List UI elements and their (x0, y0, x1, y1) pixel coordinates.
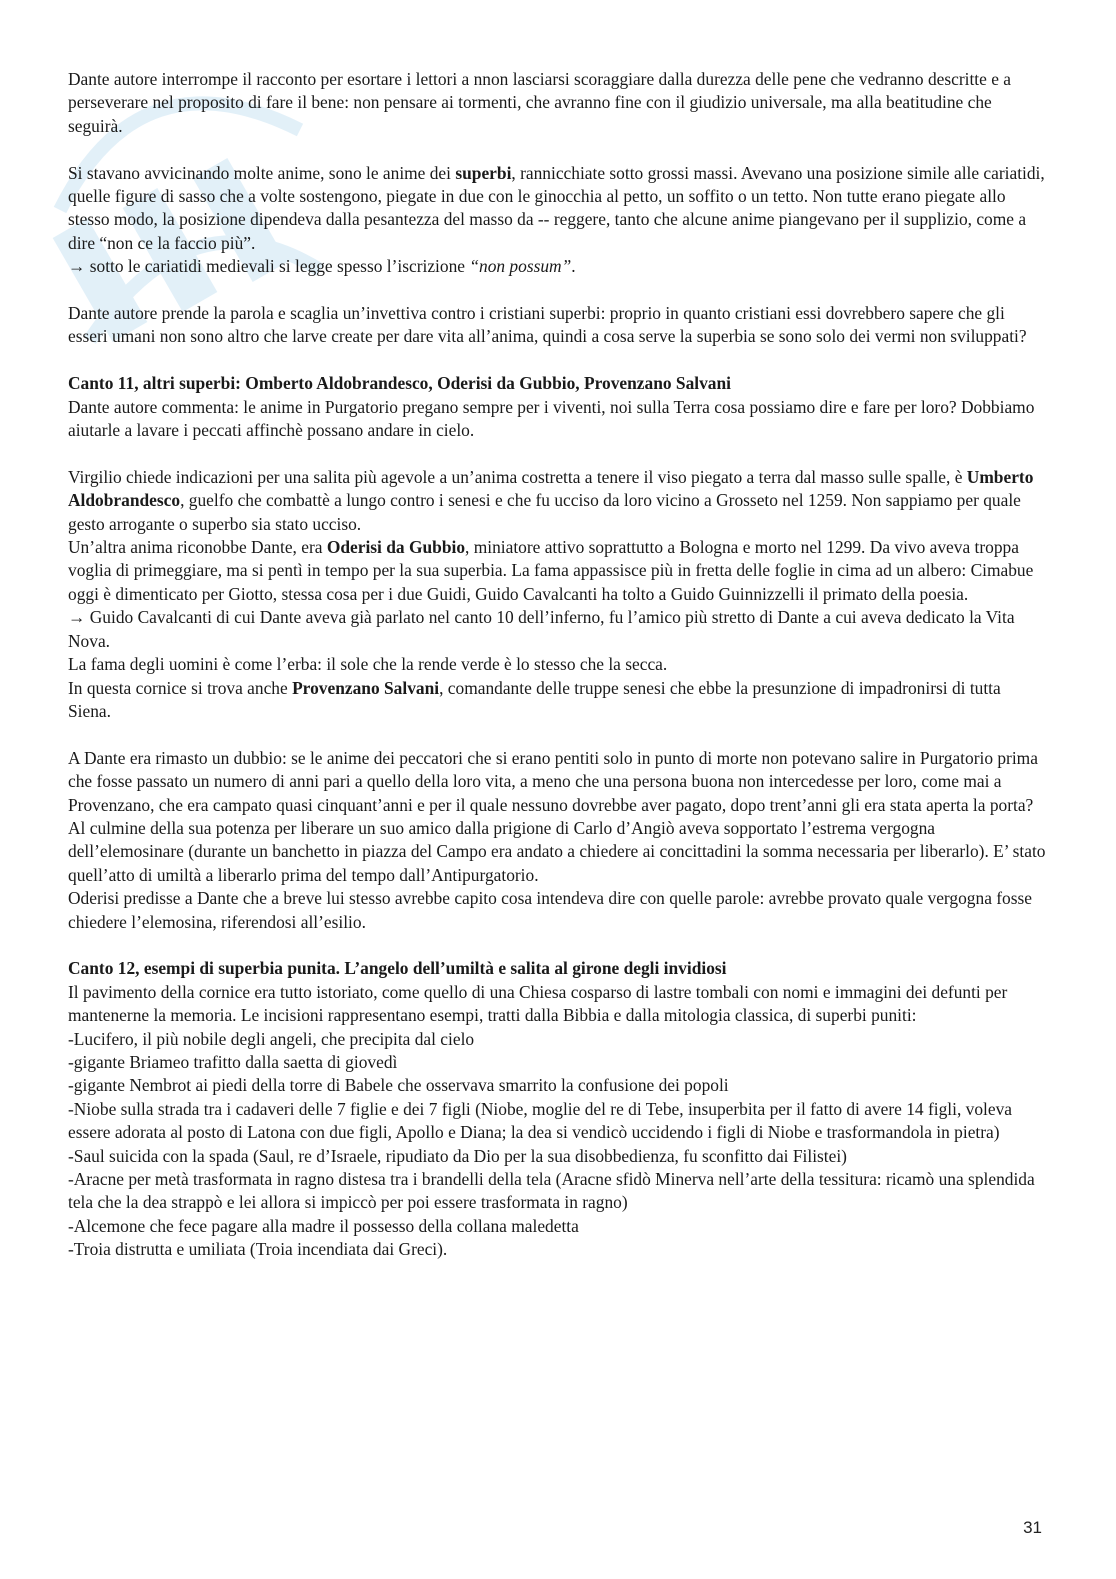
bold-term: Provenzano Salvani (292, 677, 440, 698)
list-item: -Alcemone che fece pagare alla madre il possesso della collana maledetta (68, 1215, 579, 1236)
note-cavalcanti: → Guido Cavalcanti di cui Dante aveva già parlato nel canto 10 dell’inferno, fu l’amico più stretto di Dante a cui aveva dedicato la Vita Nova. (68, 607, 1015, 651)
paragraph-provenzano: In questa cornice si trova anche Provenzano Salvani, comandante delle truppe senesi che ebbe la presunzione di impadronirsi di tutta Siena. (68, 677, 1001, 721)
italic-quote: “non possum” (469, 256, 572, 277)
paragraph-dubbio: A Dante era rimasto un dubbio: se le anime dei peccatori che si erano pentiti solo in punto di morte non potevano salire in Purgatorio prima che fosse passato un numero di anni pari a quello della loro vita, a meno che una persona buona non intercedesse per loro, come mai a Provenzano, che era campato quasi cinquant’anni e per il quale nessuno dovrebbe aver pagato, dopo trent’anni gli era stata aperta la porta? Al culmine della sua potenza per liberare un suo amico dalla prigione di Carlo d’Angiò aveva sopportato l’estrema vergogna dell’elemosinare (durante un banchetto in piazza del Campo era andato a chiedere ai concittadini la somma necessaria per liberarlo). E’ stato quell’atto di umiltà a liberarlo prima del tempo dall’Antipurgatorio. (68, 747, 1046, 885)
arrow-icon: → (68, 256, 86, 277)
paragraph-commento: Dante autore commenta: le anime in Purgatorio pregano sempre per i viventi, noi sulla Terra cosa possiamo dire e fare per loro? Dobbiamo aiutarle a lavare i peccati affinchè possano andare in cielo. (68, 396, 1035, 441)
list-item: -Niobe sulla strada tra i cadaveri delle 7 figlie e dei 7 figli (Niobe, moglie del re di Tebe, insuperbita per il fatto di avere 14 figli, voleva essere adorata al posto di Latona con due figli, Apollo e Diana; la dea si vendicò uccidendo i figli di Niobe e trasformandola in pietra) (68, 1098, 1012, 1143)
paragraph-fama: La fama degli uomini è come l’erba: il sole che la rende verde è lo stesso che la secca. (68, 654, 668, 675)
list-item: -Aracne per metà trasformata in ragno distesa tra i brandelli della tela (Aracne sfidò Minerva nell’arte della tessitura: ricamò una splendida tela che la dea strappò e lei allora si impiccò per poi essere trasformata in ragno) (68, 1169, 1035, 1213)
arrow-icon: → (68, 607, 86, 628)
paragraph-superbi: Si stavano avvicinando molte anime, sono le anime dei superbi, rannicchiate sotto grossi massi. Avevano una posizione simile alle cariatidi, quelle figure di sasso che a volte sostengono, piegate in due con le ginocchia al petto, un soffito o un tetto. Non tutte erano piegate allo stesso modo, la posizione dipendeva dalla pesantezza del masso da -- reggere, tanto che alcune anime piangevano per il supplizio, come a dire “non ce la faccio più”. (68, 162, 1045, 253)
list-item: -gigante Nembrot ai piedi della torre di Babele che osservava smarrito la confusione dei popoli (68, 1075, 729, 1096)
bold-term: superbi (455, 162, 512, 183)
paragraph-esilio: Oderisi predisse a Dante che a breve lui stesso avrebbe capito cosa intendeva dire con quelle parole: avrebbe provato quale vergogna fosse chiedere l’elemosina, riferendosi all’esilio. (68, 888, 1032, 932)
page-number: 31 (1023, 1518, 1042, 1537)
list-item: -gigante Briameo trafitto dalla saetta di giovedì (68, 1051, 398, 1072)
paragraph-intro: Dante autore interrompe il racconto per esortare i lettori a nnon lasciarsi scoraggiare dalla durezza delle pene che vedranno descritte e a perseverare nel proposito di fare il bene: non pensare ai tormenti, che avranno fine con il giudizio universale, ma alla beatitudine che seguirà. (68, 69, 1011, 136)
paragraph-invettiva: Dante autore prende la parola e scaglia un’invettiva contro i cristiani superbi: proprio in quanto cristiani essi dovrebbero sapere che gli esseri umani non sono altro che larve create per dare vita all’anima, quindi a cosa serve la superbia se sono solo dei vermi non sviluppati? (68, 303, 1027, 347)
list-item: -Lucifero, il più nobile degli angeli, che precipita dal cielo (68, 1028, 475, 1049)
paragraph-oderisi: Un’altra anima riconobbe Dante, era Oderisi da Gubbio, miniatore attivo soprattutto a Bologna e morto nel 1299. Da vivo aveva troppa voglia di primeggiare, ma si pentì in tempo per la sua superbia. La fama appassisce più in fretta delle foglie in cima ad un albero: Cimabue oggi è dimenticato per Giotto, stessa cosa per i due Guidi, Guido Cavalcanti ha tolto a Guido Guinnizzelli il primato della poesia. (68, 537, 1034, 604)
list-item: -Troia distrutta e umiliata (Troia incendiata dai Greci). (68, 1239, 448, 1260)
document-body (68, 68, 1048, 1262)
heading-canto-11: Canto 11, altri superbi: Omberto Aldobrandesco, Oderisi da Gubbio, Provenzano Salvani (68, 373, 731, 394)
heading-canto-12: Canto 12, esempi di superbia punita. L’angelo dell’umiltà e salita al girone degli invidiosi (68, 958, 727, 979)
list-item: -Saul suicida con la spada (Saul, re d’Israele, ripudiato da Dio per la sua disobbedienza, fu sconfitto dai Filistei) (68, 1145, 847, 1166)
paragraph-aldobrandesco: Virgilio chiede indicazioni per una salita più agevole a un’anima costretta a tenere il viso piegato a terra dal masso sulle spalle, è Umberto Aldobrandesco, guelfo che combattè a lungo contro i senesi e che fu ucciso da loro vicino a Grosseto nel 1259. Non sappiamo per quale gesto arrogante o superbo sia stato ucciso. (68, 466, 1034, 534)
note-cariatidi: → sotto le cariatidi medievali si legge spesso l’iscrizione “non possum”. (68, 256, 576, 277)
bold-term: Oderisi da Gubbio (326, 537, 466, 558)
bold-term: Umberto Aldobrandesco (68, 466, 1034, 511)
paragraph-pavimento: Il pavimento della cornice era tutto istoriato, come quello di una Chiesa cosparso di lastre tombali con nomi e immagini dei defunti per mantenerne la memoria. Le incisioni rappresentano esempi, tratti dalla Bibbia e dalla mitologia classica, di superbi puniti: (68, 981, 1008, 1026)
